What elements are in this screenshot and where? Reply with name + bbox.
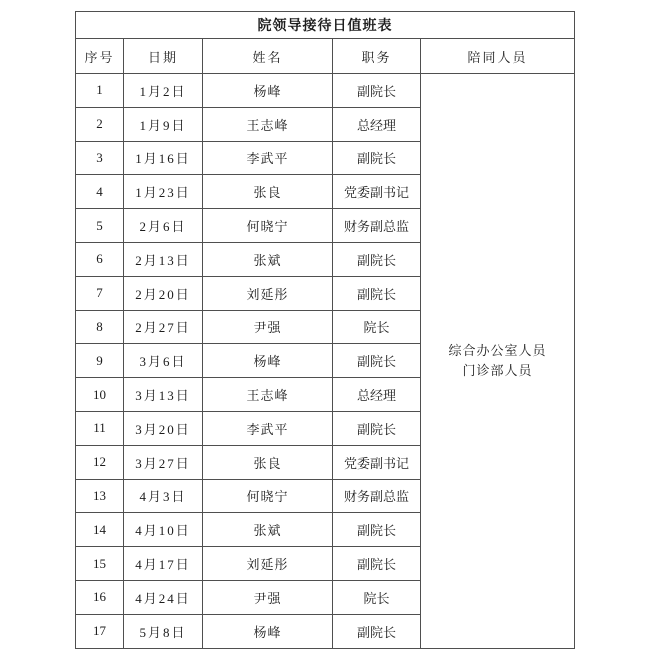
cell-serial-number: 8 xyxy=(76,310,124,344)
cell-position: 副院长 xyxy=(333,614,421,648)
cell-position: 院长 xyxy=(333,580,421,614)
cell-name: 刘延彤 xyxy=(203,276,333,310)
cell-name: 张良 xyxy=(203,175,333,209)
cell-position: 副院长 xyxy=(333,242,421,276)
companion-line-2: 门诊部人员 xyxy=(462,362,533,378)
cell-date: 2月6日 xyxy=(124,209,203,243)
cell-date: 3月20日 xyxy=(124,411,203,445)
cell-name: 张良 xyxy=(203,445,333,479)
cell-name: 刘延彤 xyxy=(203,547,333,581)
cell-date: 4月24日 xyxy=(124,580,203,614)
cell-name: 张斌 xyxy=(203,513,333,547)
cell-serial-number: 2 xyxy=(76,107,124,141)
cell-name: 何晓宁 xyxy=(203,209,333,243)
cell-date: 3月27日 xyxy=(124,445,203,479)
cell-name: 尹强 xyxy=(203,580,333,614)
cell-serial-number: 11 xyxy=(76,411,124,445)
companion-line-1: 综合办公室人员 xyxy=(448,342,547,358)
column-header-date: 日期 xyxy=(124,39,203,74)
cell-position: 副院长 xyxy=(333,141,421,175)
column-header-position: 职务 xyxy=(333,39,421,74)
cell-serial-number: 4 xyxy=(76,175,124,209)
column-header-no: 序号 xyxy=(76,39,124,74)
cell-serial-number: 7 xyxy=(76,276,124,310)
table-title: 院领导接待日值班表 xyxy=(76,12,575,39)
cell-date: 2月27日 xyxy=(124,310,203,344)
cell-name: 何晓宁 xyxy=(203,479,333,513)
cell-position: 总经理 xyxy=(333,107,421,141)
cell-position: 财务副总监 xyxy=(333,209,421,243)
cell-position: 副院长 xyxy=(333,74,421,108)
cell-serial-number: 16 xyxy=(76,580,124,614)
cell-date: 1月2日 xyxy=(124,74,203,108)
duty-schedule-table xyxy=(75,11,575,649)
cell-serial-number: 6 xyxy=(76,242,124,276)
cell-serial-number: 1 xyxy=(76,74,124,108)
table-title-row xyxy=(76,12,575,39)
cell-serial-number: 3 xyxy=(76,141,124,175)
cell-serial-number: 17 xyxy=(76,614,124,648)
cell-date: 3月6日 xyxy=(124,344,203,378)
cell-position: 副院长 xyxy=(333,547,421,581)
table-row xyxy=(76,74,575,108)
cell-name: 王志峰 xyxy=(203,107,333,141)
cell-date: 3月13日 xyxy=(124,378,203,412)
cell-date: 1月9日 xyxy=(124,107,203,141)
cell-name: 李武平 xyxy=(203,141,333,175)
cell-companion-merged xyxy=(421,74,575,649)
cell-position: 财务副总监 xyxy=(333,479,421,513)
cell-name: 张斌 xyxy=(203,242,333,276)
cell-date: 4月3日 xyxy=(124,479,203,513)
cell-position: 党委副书记 xyxy=(333,175,421,209)
cell-position: 总经理 xyxy=(333,378,421,412)
column-header-companion: 陪同人员 xyxy=(421,39,575,74)
cell-serial-number: 15 xyxy=(76,547,124,581)
column-header-name: 姓名 xyxy=(203,39,333,74)
cell-name: 尹强 xyxy=(203,310,333,344)
cell-position: 副院长 xyxy=(333,513,421,547)
cell-position: 党委副书记 xyxy=(333,445,421,479)
cell-position: 院长 xyxy=(333,310,421,344)
cell-name: 杨峰 xyxy=(203,344,333,378)
cell-serial-number: 9 xyxy=(76,344,124,378)
cell-position: 副院长 xyxy=(333,276,421,310)
cell-date: 2月20日 xyxy=(124,276,203,310)
cell-serial-number: 14 xyxy=(76,513,124,547)
table-header-row xyxy=(76,39,575,74)
cell-name: 李武平 xyxy=(203,411,333,445)
cell-date: 1月16日 xyxy=(124,141,203,175)
cell-position: 副院长 xyxy=(333,344,421,378)
cell-name: 杨峰 xyxy=(203,74,333,108)
cell-date: 4月17日 xyxy=(124,547,203,581)
cell-serial-number: 10 xyxy=(76,378,124,412)
cell-date: 2月13日 xyxy=(124,242,203,276)
cell-name: 杨峰 xyxy=(203,614,333,648)
cell-serial-number: 13 xyxy=(76,479,124,513)
cell-position: 副院长 xyxy=(333,411,421,445)
cell-serial-number: 12 xyxy=(76,445,124,479)
cell-serial-number: 5 xyxy=(76,209,124,243)
cell-name: 王志峰 xyxy=(203,378,333,412)
cell-date: 1月23日 xyxy=(124,175,203,209)
cell-date: 4月10日 xyxy=(124,513,203,547)
cell-date: 5月8日 xyxy=(124,614,203,648)
